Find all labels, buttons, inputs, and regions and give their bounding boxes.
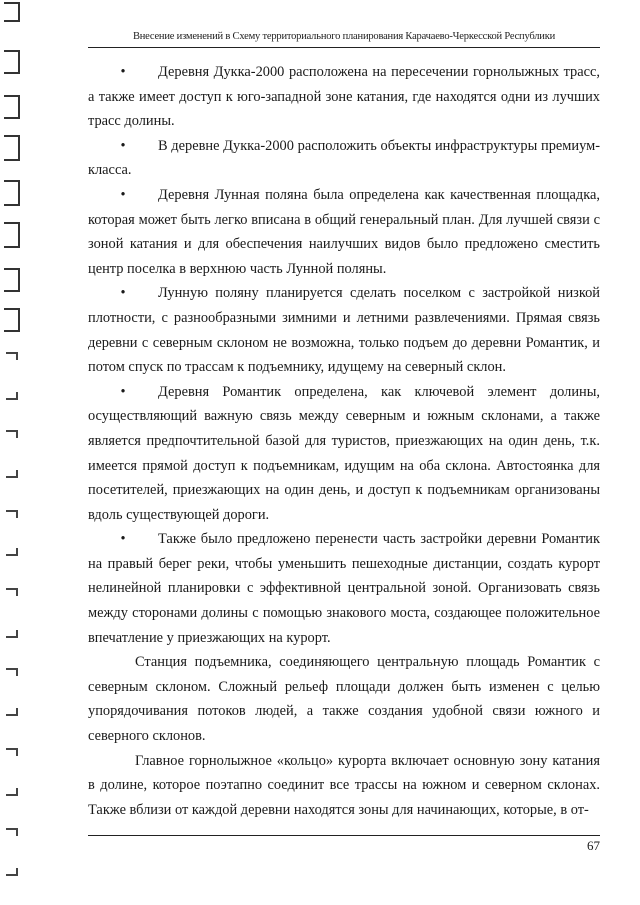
paragraph: Станция подъемника, соединяющего центральную площадь Романтик с северным склоном. Сложный рельеф площади должен быть изменен с целью упорядочивания потоков людей, а также создания удобной связи южного и северного склонов. [88,654,600,745]
bullet-item [88,380,600,528]
binder-hole [4,95,20,119]
bullet-text: Деревня Романтик определена, как ключевой элемент долины, осуществляющий важную связь между северным и южным склонами, а также является предпочтительной базой для туристов, приезжающих на один день, т.к. имеется прямой доступ к подъемникам, идущим на оба склона. Автостоянка для посетителей, приезжающих на один день, и доступ к подъемникам организованы вдоль существующей дороги. [88,383,600,523]
binder-mark [6,748,18,756]
page-number: 67 [587,838,600,853]
binder-mark [6,868,18,876]
bullet-marker: • [120,383,126,400]
bullet-marker: • [120,64,126,80]
binder-hole [4,222,20,248]
binder-mark [6,430,18,438]
bullet-item [88,281,600,379]
bullet-item [88,134,600,183]
bullet-text: В деревне Дукка-2000 расположить объекты инфраструктуры премиум-класса. [88,137,600,179]
bullet-text: Деревня Дукка-2000 расположена на пересечении горнолыжных трасс, а также имеет доступ к юго-западной зоне катания, где находятся одни из лучших трасс долины. [88,64,600,130]
binder-hole [4,308,20,332]
binder-mark [6,788,18,796]
binder-mark [6,392,18,400]
binder-hole [4,180,20,206]
binder-mark [6,548,18,556]
header-rule [88,47,600,48]
binder-mark [6,352,18,360]
bullet-marker: • [120,137,126,154]
binder-edge [0,0,26,905]
bullet-text: Лунную поляну планируется сделать поселком с застройкой низкой плотности, с разнообразными зимними и летними развлечениями. Прямая связь деревни с северным склоном не возможна, только подъем до деревни Романтик, и потом спуск по трассам к подъемнику, идущему на северный склон. [88,285,600,376]
page-header: Внесение изменений в Схему территориального планирования Карачаево-Черкесской Республики [132,31,556,42]
bullet-marker: • [120,531,126,548]
binder-hole [4,2,20,22]
binder-hole [4,50,20,74]
bullet-text: Деревня Лунная поляна была определена как качественная площадка, которая может быть легко вписана в общий генеральный план. Для лучшей связи с зоной катания и для обеспечения наилучших видов было предложено сместить центр поселка в верхнюю часть Лунной поляны. [88,186,600,277]
binder-mark [6,630,18,638]
bullet-item [88,527,600,650]
document-body [88,60,600,822]
binder-hole [4,135,20,161]
binder-mark [6,470,18,478]
bullet-text: Также было предложено перенести часть застройки деревни Романтик на правый берег реки, чтобы уменьшить пешеходные дистанции, создать курорт нелинейной планировки с эффективной центральной зоной. Организовать связь между сторонами долины с помощью знакового моста, создающее положительное впечатление у приезжающих на курорт. [88,531,600,646]
bullet-marker: • [120,186,126,203]
binder-mark [6,708,18,716]
bullet-item [88,60,600,134]
paragraph: Главное горнолыжное «кольцо» курорта включает основную зону катания в долине, которое поэтапно соединит все трассы на южном и северном склонах. Также вблизи от каждой деревни находятся зоны для начинающих, которые, в от- [88,752,600,818]
footer-rule [88,835,600,836]
bullet-marker: • [120,285,126,302]
binder-hole [4,268,20,292]
binder-mark [6,510,18,518]
bullet-item [88,183,600,281]
binder-mark [6,668,18,676]
binder-mark [6,588,18,596]
binder-mark [6,828,18,836]
